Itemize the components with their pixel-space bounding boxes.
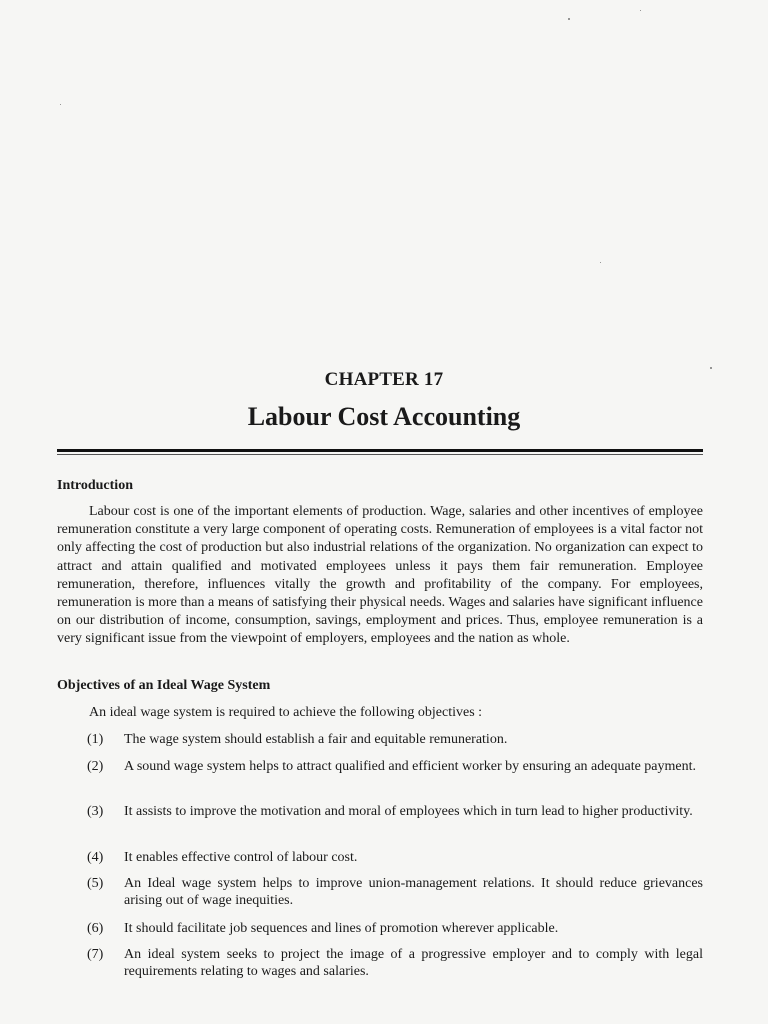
- objective-number: (1): [87, 732, 104, 747]
- chapter-title: Labour Cost Accounting: [247, 402, 521, 431]
- title-rule-underline: [57, 454, 703, 455]
- objectives-heading: Objectives of an Ideal Wage System: [57, 678, 271, 693]
- chapter-number: CHAPTER 17: [324, 369, 444, 390]
- scan-speck: [568, 18, 570, 20]
- objective-number: (4): [87, 850, 104, 865]
- objective-text: It should facilitate job sequences and lines of promotion wherever applicable.: [124, 921, 559, 936]
- objective-number: (5): [87, 876, 104, 891]
- objective-text: It enables effective control of labour cost.: [124, 850, 358, 865]
- objectives-lead: An ideal wage system is required to achieve the following objectives :: [89, 705, 483, 720]
- objective-text: The wage system should establish a fair and equitable remuneration.: [124, 732, 508, 747]
- objective-text: An ideal system seeks to project the image of a progressive employer and to comply with legal requirements relating to wages and salaries.: [124, 947, 703, 979]
- objective-text: A sound wage system helps to attract qualified and efficient worker by ensuring an adequate payment.: [124, 759, 697, 774]
- objective-item-4: [87, 849, 703, 866]
- scan-speck: [640, 10, 641, 11]
- objective-item-7: [87, 946, 703, 980]
- scan-speck: [60, 104, 61, 105]
- objective-item-3: [87, 803, 703, 820]
- objective-text: It assists to improve the motivation and moral of employees which in turn lead to higher productivity.: [124, 804, 693, 819]
- introduction-paragraph: [57, 503, 703, 649]
- objective-number: (3): [87, 804, 104, 819]
- scan-speck: [600, 262, 601, 263]
- objective-item-2: [87, 758, 703, 775]
- title-rule: [57, 449, 703, 452]
- objective-item-6: [87, 920, 703, 937]
- objective-number: (6): [87, 921, 104, 936]
- objective-number: (7): [87, 947, 104, 962]
- objective-text: An Ideal wage system helps to improve union-management relations. It should reduce grievances arising out of wage inequities.: [124, 876, 703, 908]
- objective-item-5: [87, 875, 703, 909]
- introduction-text: Labour cost is one of the important elements of production. Wage, salaries and other incentives of employee remuneration constitute a very large component of operating costs. Remuneration of employees is a vital factor not only affecting the cost of production but also industrial relations of the organization. No organization can expect to attract and attain qualified and motivated employees unless it pays them fair remuneration. Employee remuneration, therefore, influences vitally the growth and profitability of the company. For employees, remuneration is more than a means of satisfying their physical needs. Wages and salaries have significant influence on our distribution of income, consumption, savings, employment and prices. Thus, employee remuneration is a very significant issue from the viewpoint of employers, employees and the nation as whole.: [57, 504, 703, 647]
- objective-item-1: [87, 731, 703, 748]
- introduction-heading: Introduction: [57, 478, 133, 493]
- objective-number: (2): [87, 759, 104, 774]
